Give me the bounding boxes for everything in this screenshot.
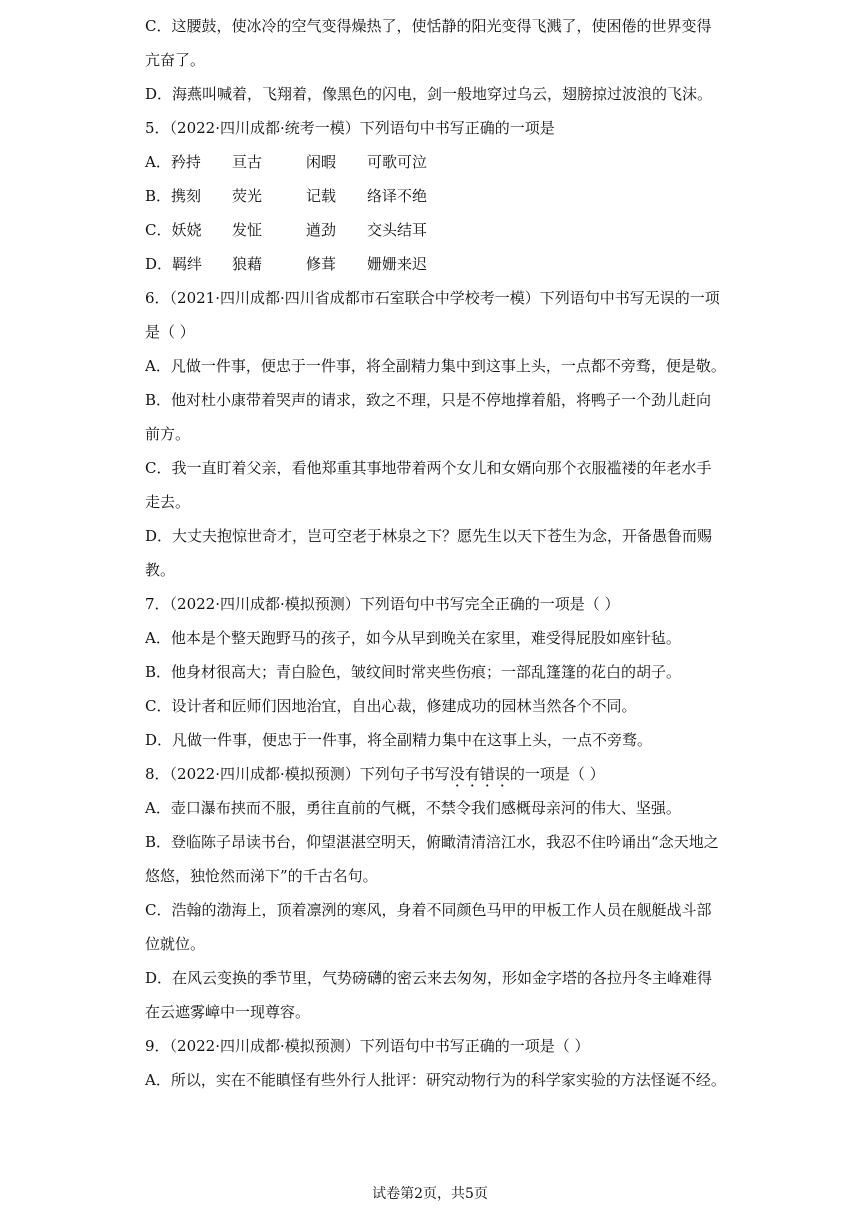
q8-stem-prefix: 8．（2022·四川成都·模拟预测）下列句子书写 xyxy=(145,765,450,783)
q8-emphasis-char: 没 xyxy=(449,765,465,783)
q5-option-b-word3: 记载 xyxy=(306,187,337,205)
q8-option-b-line2: 悠悠，独怆然而涕下”的千古名句。 xyxy=(145,867,378,885)
q8-emphasis-char: 错 xyxy=(479,765,495,783)
q8-option-d-line2: 在云遮雾嶂中一现尊容。 xyxy=(145,1003,311,1021)
q8-option-c-line2: 位就位。 xyxy=(145,935,206,953)
q5-option-d-word1: D．羁绊 xyxy=(145,255,203,273)
q6-option-b-line1: B．他对杜小康带着哭声的请求，致之不理，只是不停地撑着船，将鸭子一个劲儿赶向 xyxy=(145,391,712,409)
q5-option-c-word4: 交头结耳 xyxy=(367,221,428,239)
q5-option-a-word3: 闲暇 xyxy=(306,153,337,171)
q8-option-b-line1: B．登临陈子昂读书台，仰望湛湛空明天，俯瞰清清涪江水，我忍不住吟诵出“念天地之 xyxy=(145,833,719,851)
q4-option-d: D．海燕叫喊着，飞翔着，像黑色的闪电，剑一般地穿过乌云，翅膀掠过波浪的飞沫。 xyxy=(145,85,713,103)
q5-stem: 5．（2022·四川成都·统考一模）下列语句中书写正确的一项是 xyxy=(145,119,555,137)
q5-option-d-word3: 修葺 xyxy=(306,255,337,273)
q6-option-b-line2: 前方。 xyxy=(145,425,191,443)
q5-option-b xyxy=(145,186,427,206)
q7-option-b: B．他身材很高大；青白脸色，皱纹间时常夹些伤痕；一部乱篷篷的花白的胡子。 xyxy=(145,663,682,681)
q9-option-a: A．所以，实在不能瞋怪有些外行人批评：研究动物行为的科学家实验的方法怪诞不经。 xyxy=(145,1071,726,1089)
q5-option-a-word4: 可歌可泣 xyxy=(367,153,428,171)
q6-option-a: A．凡做一件事，便忠于一件事，将全副精力集中到这事上头，一点都不旁骛，便是敬。 xyxy=(145,357,726,375)
q8-stem xyxy=(145,764,605,784)
q8-option-d-line1: D．在风云变换的季节里，气势磅礴的密云来去匆匆，形如金字塔的各拉丹冬主峰难得 xyxy=(145,969,713,987)
q9-stem: 9．（2022·四川成都·模拟预测）下列语句中书写正确的一项是（ ） xyxy=(145,1037,590,1055)
q5-option-c-word3: 遒劲 xyxy=(306,221,337,239)
q5-option-d xyxy=(145,254,427,274)
q6-option-c-line2: 走去。 xyxy=(145,493,191,511)
q6-option-d-line2: 教。 xyxy=(145,561,176,579)
q5-option-c xyxy=(145,220,427,240)
page-footer: 试卷第2页，共5页 xyxy=(372,1186,488,1202)
q7-option-d: D．凡做一件事，便忠于一件事，将全副精力集中在这事上头，一点不旁骛。 xyxy=(145,731,653,749)
q8-option-a: A．壶口瀑布挟而不服，勇往直前的气概，不禁令我们感概母亲河的伟大、坚强。 xyxy=(145,799,681,817)
q6-option-d-line1: D．大丈夫抱惊世奇才，岂可空老于林泉之下？愿先生以天下苍生为念，开备愚鲁而赐 xyxy=(145,527,713,545)
q5-option-d-word2: 狼藉 xyxy=(232,255,263,273)
q8-emphasis-char: 误 xyxy=(494,765,510,783)
q4-option-c-line1: C．这腰鼓，使冰冷的空气变得燥热了，使恬静的阳光变得飞溅了，使困倦的世界变得 xyxy=(145,17,712,35)
q5-option-b-word4: 络译不绝 xyxy=(367,187,428,205)
q5-option-a-word2: 亘古 xyxy=(232,153,263,171)
q6-stem-line2: 是（ ） xyxy=(145,323,195,341)
q5-option-b-word2: 荧光 xyxy=(232,187,263,205)
q5-option-c-word2: 发怔 xyxy=(232,221,263,239)
q5-option-a-word1: A．矜持 xyxy=(145,153,201,171)
q7-stem: 7．（2022·四川成都·模拟预测）下列语句中书写完全正确的一项是（ ） xyxy=(145,595,620,613)
q5-option-a xyxy=(145,152,427,172)
q5-option-d-word4: 姗姗来迟 xyxy=(367,255,428,273)
q8-emphasis-char: 有 xyxy=(464,765,480,783)
q4-option-c-line2: 亢奋了。 xyxy=(145,51,206,69)
q6-stem-line1: 6．（2021·四川成都·四川省成都市石室联合中学校考一模）下列语句中书写无误的一项 xyxy=(145,289,720,307)
q6-option-c-line1: C．我一直盯着父亲，看他郑重其事地带着两个女儿和女婿向那个衣服褴褛的年老水手 xyxy=(145,459,712,477)
q8-stem-emphasis xyxy=(450,765,510,783)
q8-option-c-line1: C．浩翰的渤海上，顶着凛洌的寒风，身着不同颜色马甲的甲板工作人员在舰艇战斗部 xyxy=(145,901,712,919)
q5-option-c-word1: C．妖娆 xyxy=(145,221,202,239)
q8-stem-suffix: 的一项是（ ） xyxy=(509,765,605,783)
q7-option-c: C．设计者和匠师们因地治宜，自出心裁，修建成功的园林当然各个不同。 xyxy=(145,697,637,715)
q7-option-a: A．他本是个整天跑野马的孩子，如今从早到晚关在家里，难受得屁股如座针毡。 xyxy=(145,629,681,647)
q5-option-b-word1: B．携刻 xyxy=(145,187,202,205)
